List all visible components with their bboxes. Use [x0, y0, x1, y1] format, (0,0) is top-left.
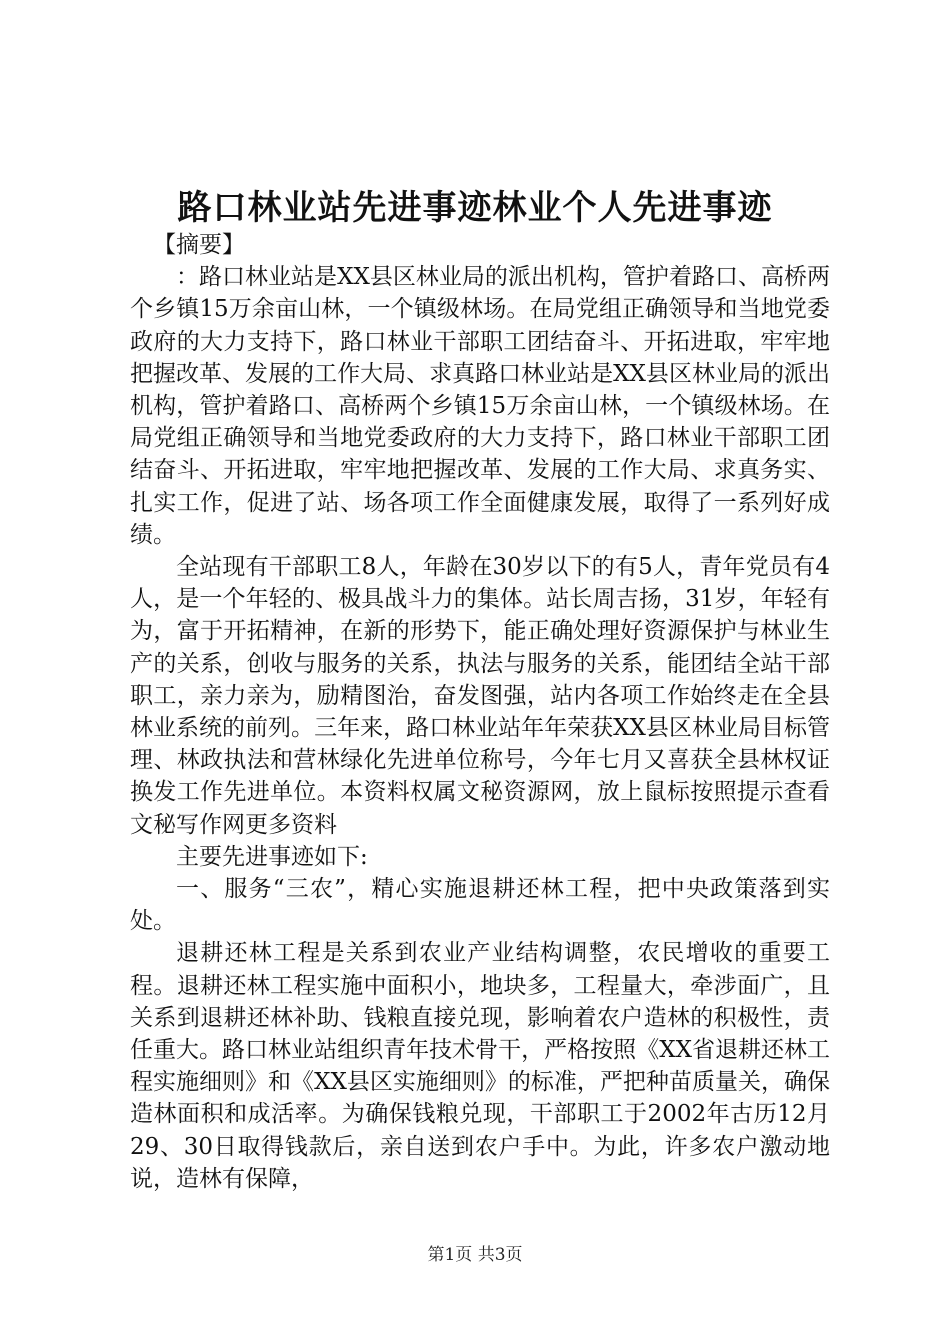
- paragraph-intro: 主要先进事迹如下:: [176, 843, 368, 870]
- paragraph-summary: ：路口林业站是XX县区林业局的派出机构，管护着路口、高桥两个乡镇15万余亩山林，一个镇级林场。在局党组正确领导和当地党委政府的大力支持下，路口林业干部职工团结奋斗、开拓进取，牢牢地把握改革、发展的工作大局、求真路口林业站是XX县区林业局的派出机构，管护着路口、高桥两个乡镇15万余亩山林，一个镇级林场。在局党组正确领导和当地党委政府的大力支持下，路口林业干部职工团结奋斗、开拓进取，牢牢地把握改革、发展的工作大局、求真务实、扎实工作，促进了站、场各项工作全面健康发展，取得了一系列好成绩。: [130, 264, 830, 548]
- paragraph-reforestation: 退耕还林工程是关系到农业产业结构调整，农民增收的重要工程。退耕还林工程实施中面积小，地块多，工程量大，牵涉面广，且关系到退耕还林补助、钱粮直接兑现，影响着农户造林的积极性，责任重大。路口林业站组织青年技术骨干，严格按照《XX省退耕还林工程实施细则》和《XX县区实施细则》的标准，严把种苗质量关，确保造林面积和成活率。为确保钱粮兑现，干部职工于2002年古历12月29、30日取得钱款后，亲自送到农户手中。为此，许多农户激动地说，造林有保障，: [130, 940, 830, 1192]
- section-heading-1: 一、服务“三农”，精心实施退耕还林工程，把中央政策落到实处。: [130, 876, 830, 935]
- document-title: 路口林业站先进事迹林业个人先进事迹: [177, 188, 773, 228]
- page-footer: 第1页 共3页: [427, 1245, 523, 1265]
- document-body: [130, 229, 830, 1195]
- paragraph-staff: 全站现有干部职工8人，年龄在30岁以下的有5人，青年党员有4人，是一个年轻的、极具战斗力的集体。站长周吉扬，31岁，年轻有为，富于开拓精神，在新的形势下，能正确处理好资源保护与林业生产的关系，创收与服务的关系，执法与服务的关系，能团结全站干部职工，亲力亲为，励精图治，奋发图强，站内各项工作始终走在全县林业系统的前列。三年来，路口林业站年年荣获XX县区林业局目标管理、林政执法和营林绿化先进单位称号，今年七月又喜获全县林权证换发工作先进单位。本资料权属文秘资源网，放上鼠标按照提示查看文秘写作网更多资料: [130, 554, 830, 838]
- summary-label: 【摘要】: [153, 232, 245, 258]
